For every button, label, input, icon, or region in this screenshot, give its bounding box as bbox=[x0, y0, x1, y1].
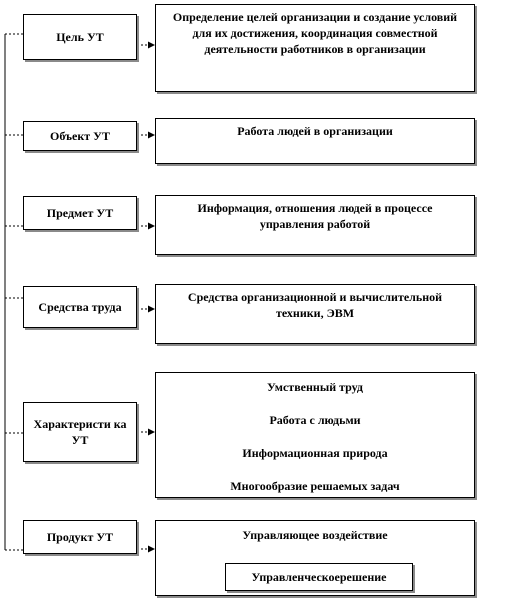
characteristic-item-2: Работа с людьми bbox=[269, 413, 361, 427]
characteristic-list-box bbox=[155, 372, 475, 498]
goal-box bbox=[23, 14, 137, 60]
characteristic-item-3: Информационная природа bbox=[242, 446, 388, 460]
means-label: Средства труда bbox=[38, 300, 122, 314]
object-box bbox=[23, 121, 137, 151]
means-description: Средства организационной и вычислительной техники, ЭВМ bbox=[187, 290, 443, 320]
product-label: Продукт УТ bbox=[46, 530, 114, 544]
object-description-box bbox=[155, 118, 475, 164]
characteristic-box bbox=[23, 402, 137, 462]
characteristic-item-1: Умственный труд bbox=[266, 380, 363, 394]
product-box bbox=[23, 520, 137, 554]
means-description-box bbox=[155, 284, 475, 344]
object-label: Объект УТ bbox=[50, 129, 110, 143]
goal-description: Определение целей организации и создание условий для их достижения, координация совместной деятельности работников в организации bbox=[172, 10, 458, 56]
characteristic-item-4: Многообразие решаемых задач bbox=[230, 479, 400, 493]
management-decision-label: Управленческоерешение bbox=[251, 569, 387, 584]
subject-description: Информация, отношения людей в процессе управления работой bbox=[197, 201, 433, 231]
object-description: Работа людей в организации bbox=[237, 124, 393, 138]
goal-label: Цель УТ bbox=[56, 30, 104, 44]
goal-description-box bbox=[155, 4, 475, 92]
subject-box bbox=[23, 196, 137, 230]
management-decision-box bbox=[225, 563, 413, 591]
subject-description-box bbox=[155, 195, 475, 255]
means-box bbox=[23, 286, 137, 328]
characteristic-label: Характеристи ка УТ bbox=[33, 417, 127, 447]
product-description: Управляющее воздействие bbox=[242, 528, 388, 542]
subject-label: Предмет УТ bbox=[46, 206, 114, 220]
